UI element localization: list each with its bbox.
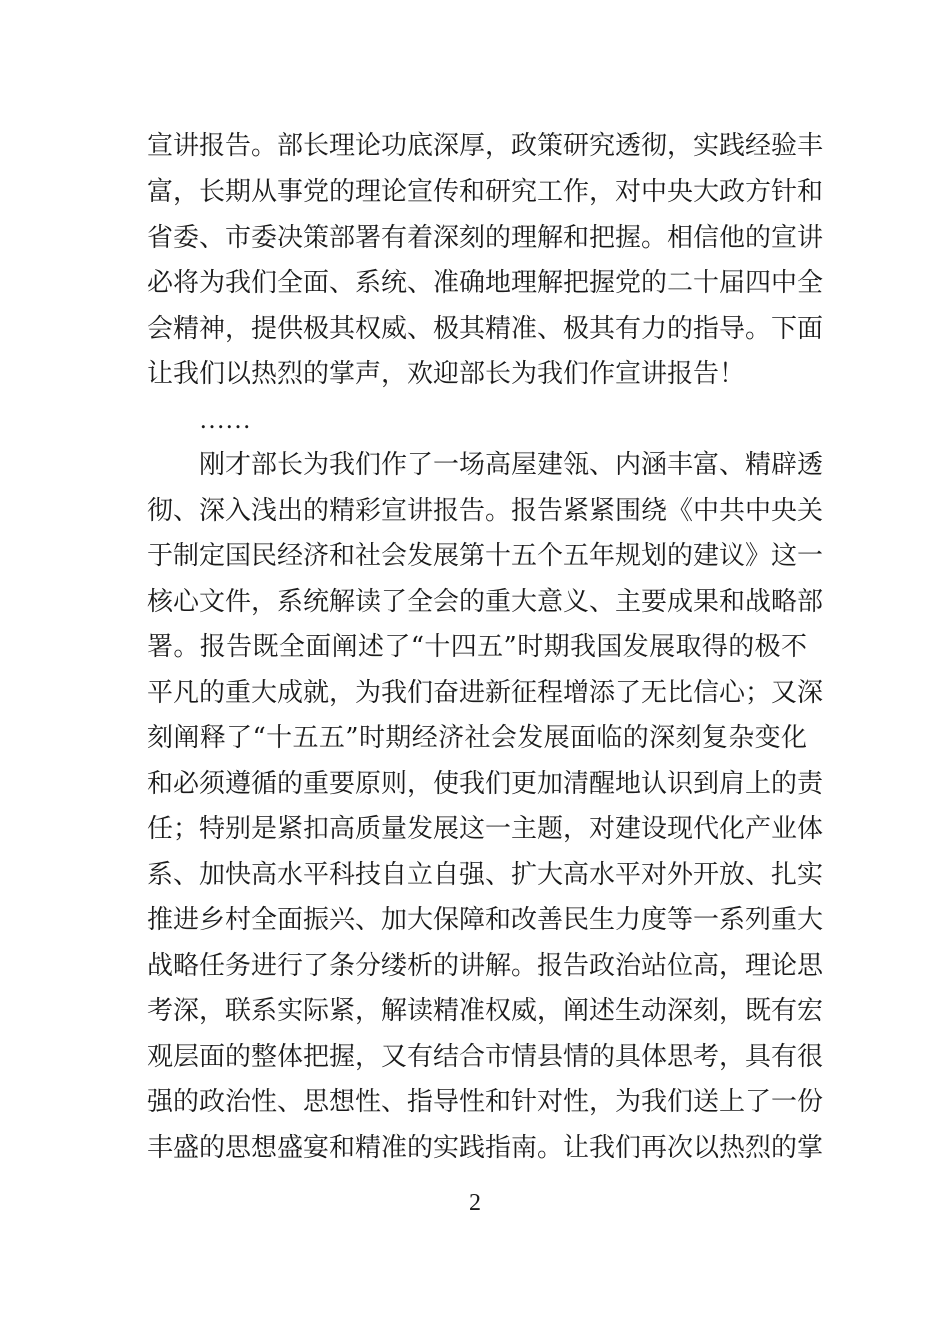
text-line: 强的政治性、思想性、指导性和针对性，为我们送上了一份 [147,1087,824,1117]
text-line: 任；特别是紧扣高质量发展这一主题，对建设现代化产业体 [147,814,824,844]
text-line: 平凡的重大成就，为我们奋进新征程增添了无比信心；又深 [147,678,824,708]
ellipsis-line: …… [199,405,251,434]
text-line: 刚才部长为我们作了一场高屋建瓴、内涵丰富、精辟透 [199,450,824,480]
text-line: 核心文件，系统解读了全会的重大意义、主要成果和战略部 [147,587,824,617]
text-line: 署。报告既全面阐述了“十四五”时期我国发展取得的极不 [147,632,807,662]
text-line: 省委、市委决策部署有着深刻的理解和把握。相信他的宣讲 [147,223,824,253]
text-line: 让我们以热烈的掌声，欢迎部长为我们作宣讲报告！ [147,359,746,389]
text-line: 系、加快高水平科技自立自强、扩大高水平对外开放、扎实 [147,860,824,890]
text-line: 必将为我们全面、系统、准确地理解把握党的二十届四中全 [147,268,824,298]
text-line: 丰盛的思想盛宴和精准的实践指南。让我们再次以热烈的掌 [147,1133,824,1163]
text-line: 富，长期从事党的理论宣传和研究工作，对中央大政方针和 [147,177,824,207]
text-line: 宣讲报告。部长理论功底深厚，政策研究透彻，实践经验丰 [147,131,824,161]
text-line: 推进乡村全面振兴、加大保障和改善民生力度等一系列重大 [147,905,824,935]
text-line: 观层面的整体把握，又有结合市情县情的具体思考，具有很 [147,1042,824,1072]
text-line: 战略任务进行了条分缕析的讲解。报告政治站位高，理论思 [147,951,824,981]
page-number: 2 [469,1190,481,1216]
text-line: 于制定国民经济和社会发展第十五个五年规划的建议》这一 [147,541,824,571]
text-line: 和必须遵循的重要原则，使我们更加清醒地认识到肩上的责 [147,769,824,799]
text-line: 彻、深入浅出的精彩宣讲报告。报告紧紧围绕《中共中央关 [147,496,824,526]
text-line: 考深，联系实际紧，解读精准权威，阐述生动深刻，既有宏 [147,996,824,1026]
text-line: 会精神，提供极其权威、极其精准、极其有力的指导。下面 [147,314,824,344]
text-line: 刻阐释了“十五五”时期经济社会发展面临的深刻复杂变化 [147,723,807,753]
